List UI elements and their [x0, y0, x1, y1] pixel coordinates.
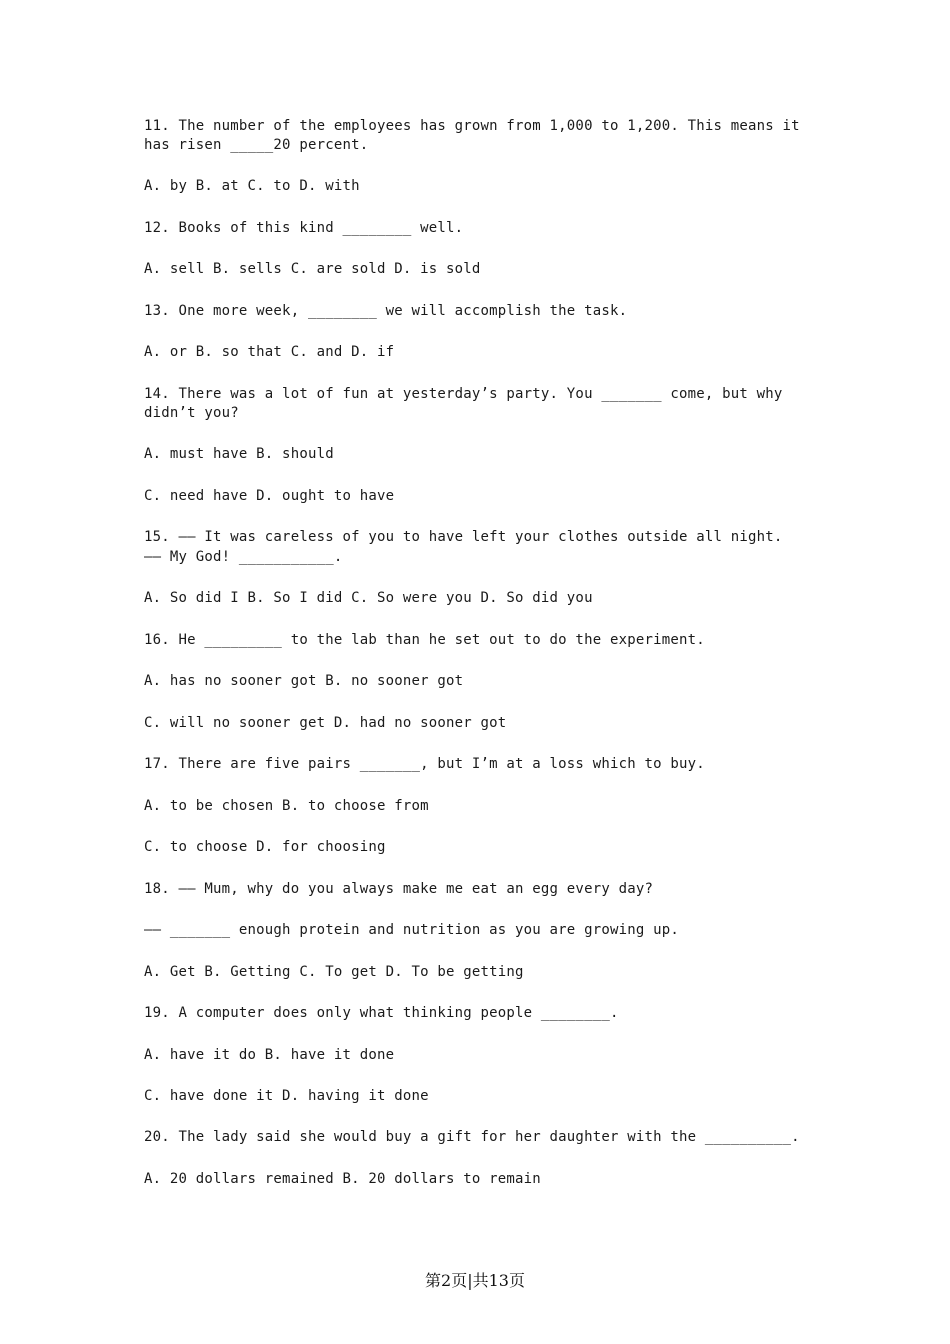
page-number-footer: 第2页|共13页	[425, 1271, 525, 1290]
question-18-line-1: 18. —— Mum, why do you always make me eat an egg every day?	[144, 881, 654, 897]
question-13: 13. One more week, ________ we will accomplish the task.	[144, 303, 628, 319]
question-16-options-cd: C. will no sooner get D. had no sooner got	[144, 715, 507, 731]
question-13-options: A. or B. so that C. and D. if	[144, 344, 395, 360]
question-17-options-ab: A. to be chosen B. to choose from	[144, 798, 429, 814]
question-15-options: A. So did I B. So I did C. So were you D. So did you	[144, 590, 593, 606]
question-20: 20. The lady said she would buy a gift for her daughter with the __________.	[144, 1129, 800, 1145]
question-19-options-cd: C. have done it D. having it done	[144, 1088, 429, 1104]
question-18-options: A. Get B. Getting C. To get D. To be getting	[144, 964, 524, 980]
question-14-line-1: 14. There was a lot of fun at yesterday’s party. You _______ come, but why	[144, 386, 783, 402]
question-11-line-1: 11. The number of the employees has grown from 1,000 to 1,200. This means it	[144, 118, 800, 134]
question-15-line-2: —— My God! ___________.	[144, 549, 343, 565]
question-18-line-2: —— _______ enough protein and nutrition as you are growing up.	[144, 922, 679, 938]
question-11-line-2: has risen _____20 percent.	[144, 137, 369, 153]
question-12: 12. Books of this kind ________ well.	[144, 220, 464, 236]
question-17-options-cd: C. to choose D. for choosing	[144, 839, 386, 855]
question-19: 19. A computer does only what thinking people ________.	[144, 1005, 619, 1021]
question-12-options: A. sell B. sells C. are sold D. is sold	[144, 261, 481, 277]
question-14-options-ab: A. must have B. should	[144, 446, 334, 462]
question-15-line-1: 15. —— It was careless of you to have left your clothes outside all night.	[144, 529, 783, 545]
question-16: 16. He _________ to the lab than he set out to do the experiment.	[144, 632, 705, 648]
question-16-options-ab: A. has no sooner got B. no sooner got	[144, 673, 464, 689]
question-14-options-cd: C. need have D. ought to have	[144, 488, 395, 504]
question-14-line-2: didn’t you?	[144, 405, 239, 421]
question-20-options-ab: A. 20 dollars remained B. 20 dollars to remain	[144, 1171, 541, 1187]
question-11-options: A. by B. at C. to D. with	[144, 178, 360, 194]
question-17: 17. There are five pairs _______, but I’m at a loss which to buy.	[144, 756, 705, 772]
question-19-options-ab: A. have it do B. have it done	[144, 1047, 395, 1063]
